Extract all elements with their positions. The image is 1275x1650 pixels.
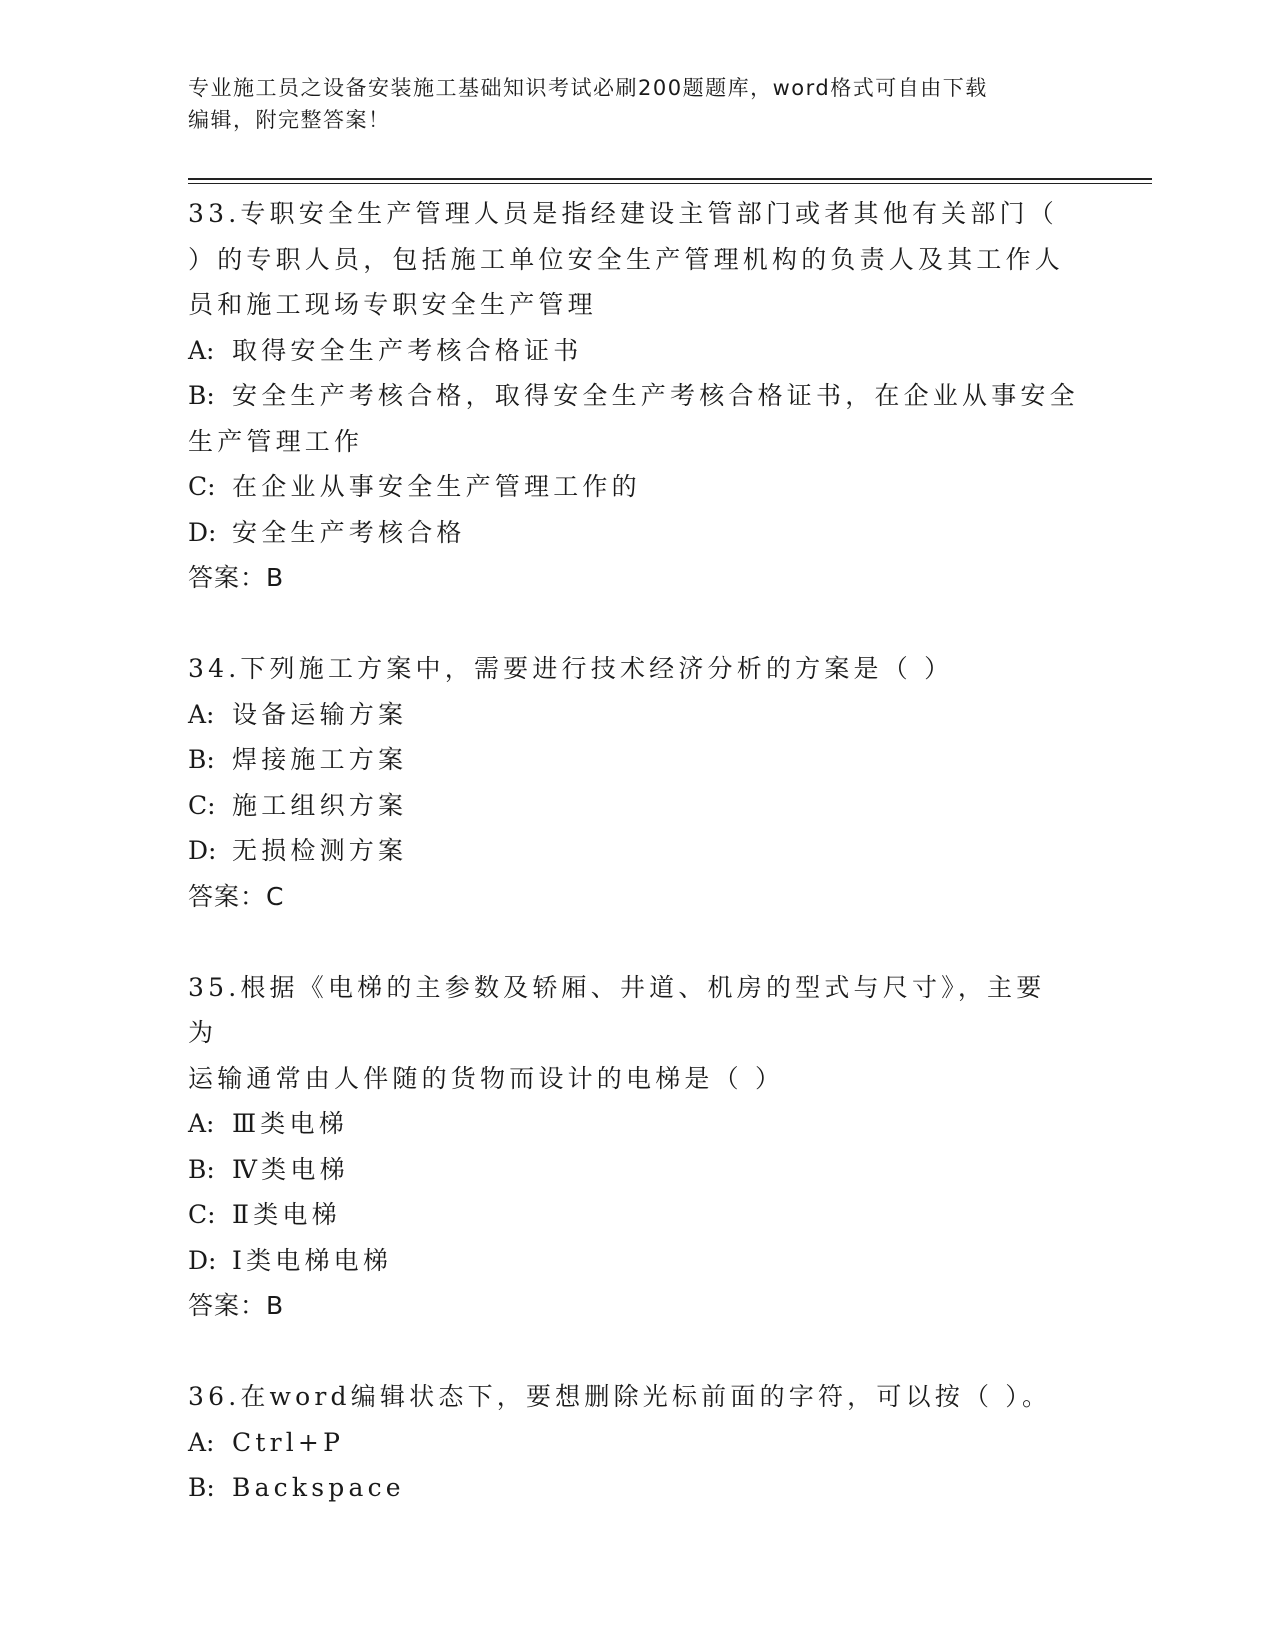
option-b: [188, 737, 1088, 783]
option-text: Ctrl+P: [232, 1427, 345, 1457]
question-list: [188, 191, 1088, 1511]
question-stem-line: 员和施工现场专职安全生产管理: [188, 290, 597, 319]
question-stem: [188, 646, 1068, 692]
option-a: [188, 692, 1088, 738]
option-text: Ⅳ类电梯: [232, 1154, 349, 1184]
question-stem-line: 33.专职安全生产管理人员是指经建设主管部门或者其他有关部门（: [188, 199, 1058, 228]
header-divider-bottom: [188, 183, 1152, 184]
option-text: Backspace: [232, 1473, 405, 1502]
option-d: [188, 828, 1088, 874]
option-key: C:: [188, 790, 216, 820]
header-line-2: 编辑，附完整答案！: [188, 108, 391, 132]
question-stem: [188, 191, 1068, 328]
question-36: [188, 1374, 1088, 1511]
spacer: [188, 919, 1088, 965]
question-stem-line: 36.在word编辑状态下，要想删除光标前面的字符，可以按（ ）。: [188, 1382, 1052, 1411]
question-34: [188, 646, 1088, 919]
document-header: [188, 72, 1068, 136]
option-text: 取得安全生产考核合格证书: [232, 335, 583, 365]
option-key: B:: [188, 745, 215, 774]
question-33: [188, 191, 1088, 601]
answer-line: 答案：B: [188, 563, 285, 592]
question-stem-line: 34.下列施工方案中，需要进行技术经济分析的方案是（ ）: [188, 654, 954, 683]
answer-line: 答案：B: [188, 1291, 285, 1320]
option-a: [188, 1101, 1088, 1147]
option-text: 设备运输方案: [232, 699, 408, 729]
option-text: 焊接施工方案: [232, 745, 408, 774]
option-d: [188, 1238, 1088, 1284]
question-stem-line: 35.根据《电梯的主参数及轿厢、井道、机房的型式与尺寸》，主要为: [188, 972, 1046, 1047]
question-35: [188, 965, 1088, 1329]
option-key: D:: [188, 1245, 217, 1275]
option-text-continued: 生产管理工作: [188, 426, 364, 456]
option-c: [188, 464, 1088, 510]
option-key: C:: [188, 472, 216, 501]
option-key: D:: [188, 836, 217, 865]
spacer: [188, 601, 1088, 647]
option-text: Ⅰ类电梯电梯: [232, 1245, 393, 1275]
answer-line: 答案：C: [188, 881, 285, 911]
option-key: A:: [188, 335, 215, 365]
option-text: 安全生产考核合格，取得安全生产考核合格证书，在企业从事安全: [232, 381, 1079, 410]
header-line-1: 专业施工员之设备安装施工基础知识考试必刷200题题库，word格式可自由下载: [188, 76, 988, 100]
option-key: A:: [188, 1427, 215, 1457]
option-text: Ⅲ类电梯: [232, 1109, 348, 1138]
option-c: [188, 783, 1088, 829]
option-text: 安全生产考核合格: [232, 517, 466, 547]
option-a: [188, 1420, 1088, 1466]
option-key: B:: [188, 381, 215, 410]
question-stem-line: ）的专职人员，包括施工单位安全生产管理机构的负责人及其工作人: [188, 244, 1065, 274]
option-text: 施工组织方案: [232, 790, 408, 820]
option-text: Ⅱ类电梯: [232, 1200, 341, 1229]
option-text: 无损检测方案: [232, 836, 408, 865]
question-stem: [188, 965, 1068, 1102]
option-key: A:: [188, 1109, 215, 1138]
option-b: [188, 1465, 1088, 1511]
option-key: B:: [188, 1154, 215, 1184]
option-key: C:: [188, 1200, 216, 1229]
spacer: [188, 1329, 1088, 1375]
option-a: [188, 328, 1088, 374]
question-stem-line: 运输通常由人伴随的货物而设计的电梯是（ ）: [188, 1063, 785, 1093]
option-b: [188, 1147, 1088, 1193]
option-text: 在企业从事安全生产管理工作的: [232, 472, 641, 501]
option-b: [188, 373, 1088, 464]
option-key: D:: [188, 517, 217, 547]
option-key: A:: [188, 699, 215, 729]
option-c: [188, 1192, 1088, 1238]
header-divider-top: [188, 178, 1152, 180]
option-d: [188, 510, 1088, 556]
question-stem: [188, 1374, 1068, 1420]
option-key: B:: [188, 1473, 215, 1502]
